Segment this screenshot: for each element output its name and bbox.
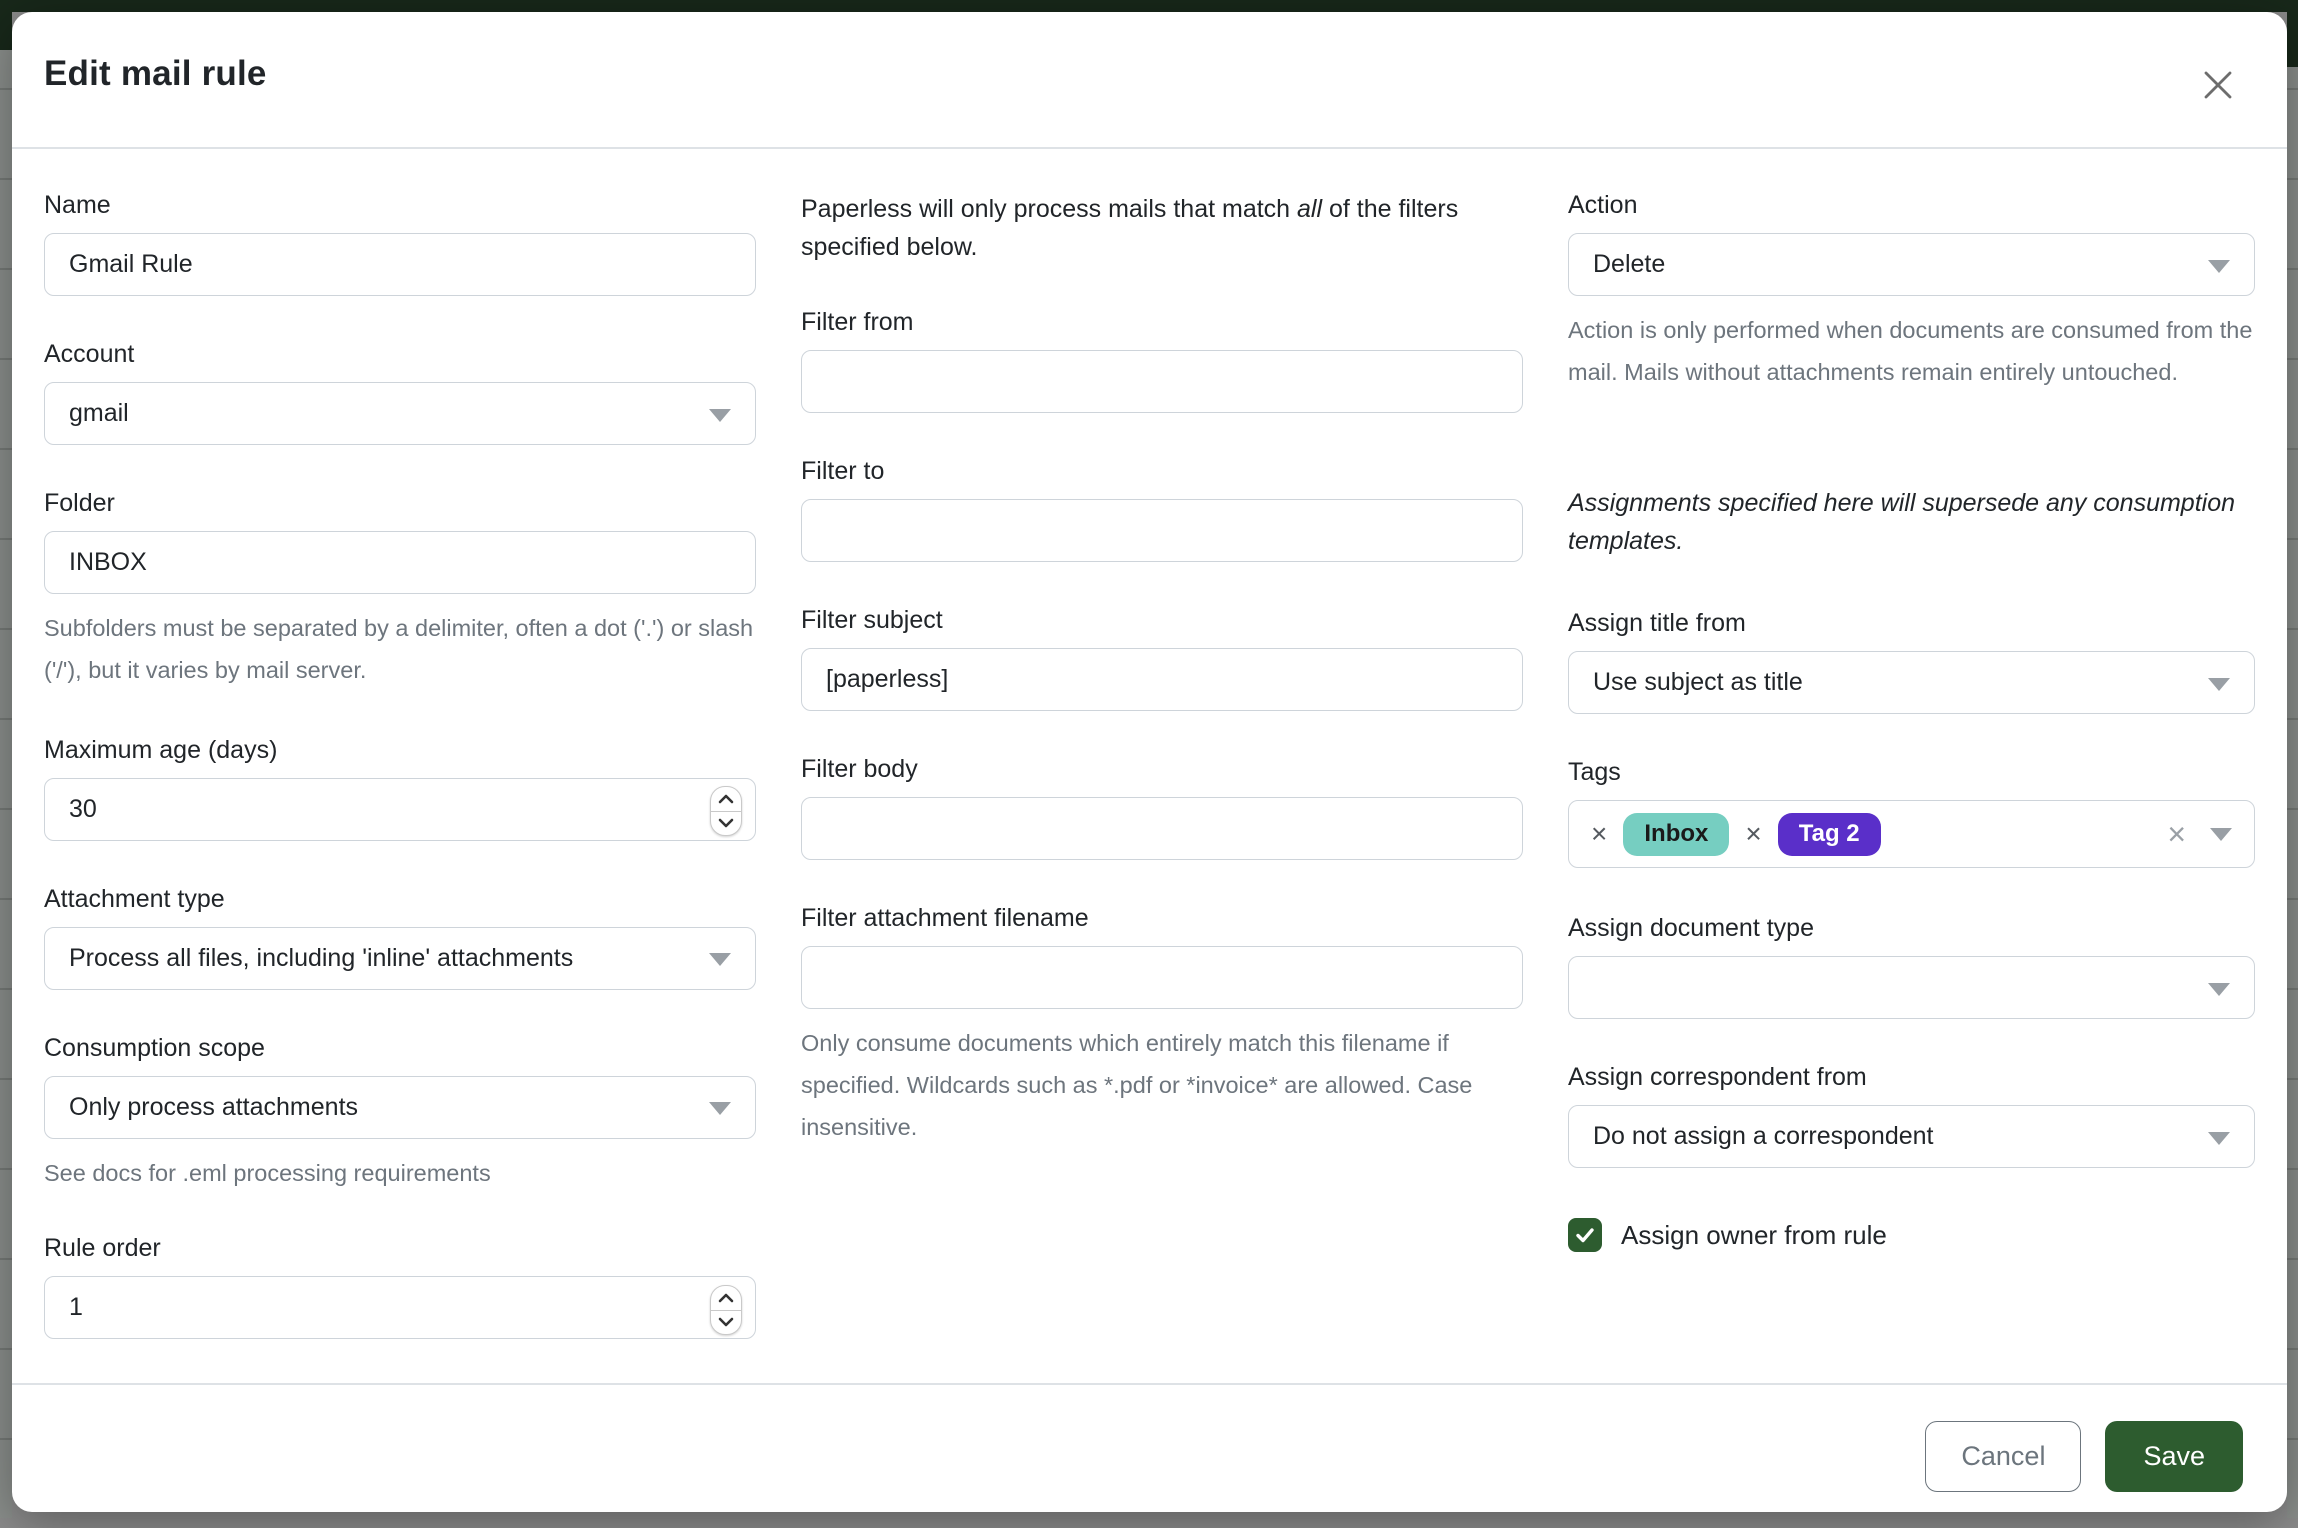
filter-to-field-group — [801, 457, 1523, 562]
max-age-stepper[interactable] — [710, 786, 742, 836]
chevron-down-icon — [709, 953, 731, 966]
folder-input[interactable] — [44, 531, 756, 594]
attachment-type-select[interactable] — [44, 927, 756, 990]
assign-title-field-group — [1568, 609, 2255, 714]
rule-order-field-group — [44, 1234, 756, 1339]
remove-tag-icon[interactable]: × — [1591, 818, 1608, 850]
chevron-down-icon — [709, 1102, 731, 1115]
folder-field-group — [44, 489, 756, 692]
close-button[interactable] — [2193, 60, 2243, 113]
max-age-label: Maximum age (days) — [44, 735, 278, 764]
consumption-scope-select[interactable] — [44, 1076, 756, 1139]
consumption-scope-hint: See docs for .eml processing requirements — [44, 1159, 491, 1186]
cancel-button[interactable]: Cancel — [1925, 1421, 2081, 1492]
filters-intro-text: Paperless will only process mails that match all of the filters specified below. — [801, 195, 1459, 261]
stepper-divider — [711, 811, 741, 812]
filter-body-input[interactable] — [801, 797, 1523, 860]
filter-body-label: Filter body — [801, 755, 918, 783]
dialog-footer — [12, 1383, 2287, 1528]
action-select[interactable] — [1568, 233, 2255, 296]
chevron-down-icon — [2208, 1132, 2230, 1145]
assign-title-select[interactable] — [1568, 651, 2255, 714]
account-selected-value: gmail — [69, 399, 129, 427]
name-label: Name — [44, 191, 111, 219]
attachment-type-field-group — [44, 885, 756, 990]
assign-title-label: Assign title from — [1568, 609, 1746, 638]
assign-owner-row — [1568, 1218, 2255, 1252]
rule-order-stepper[interactable] — [710, 1285, 742, 1335]
consumption-scope-selected-value: Only process attachments — [69, 1092, 359, 1121]
account-select[interactable] — [44, 382, 756, 445]
chevron-down-icon — [709, 409, 731, 422]
filter-body-field-group — [801, 755, 1523, 860]
assign-correspondent-label: Assign correspondent from — [1568, 1063, 1867, 1092]
stepper-down-icon — [717, 1316, 735, 1328]
remove-tag-icon[interactable]: × — [1745, 818, 1762, 850]
max-age-field-group — [44, 736, 756, 841]
chevron-down-icon — [2208, 678, 2230, 691]
assignments-note: Assignments specified here will supersede any consumption templates. — [1568, 488, 2236, 556]
folder-label: Folder — [44, 489, 115, 517]
filter-subject-label: Filter subject — [801, 606, 943, 634]
assign-doctype-field-group — [1568, 914, 2255, 1019]
chevron-down-icon — [2208, 260, 2230, 273]
filter-subject-input[interactable] — [801, 648, 1523, 711]
action-selected-value: Delete — [1593, 250, 1666, 278]
assign-title-selected-value: Use subject as title — [1593, 668, 1803, 697]
filter-to-input[interactable] — [801, 499, 1523, 562]
filter-from-input[interactable] — [801, 350, 1523, 413]
filter-attachment-input[interactable] — [801, 946, 1523, 1009]
stepper-divider — [711, 1310, 741, 1311]
stepper-up-icon — [717, 1292, 735, 1304]
folder-hint: Subfolders must be separated by a delimiter, often a dot ('.') or slash ('/'), but it varies by mail server. — [44, 615, 754, 683]
account-label: Account — [44, 340, 135, 368]
dialog-header — [12, 12, 2287, 149]
filter-attachment-field-group — [801, 904, 1523, 1148]
max-age-input[interactable] — [44, 778, 756, 841]
app-navbar-strip — [0, 0, 2298, 12]
assign-owner-label: Assign owner from rule — [1621, 1219, 1887, 1250]
filter-attachment-label: Filter attachment filename — [801, 904, 1089, 932]
action-label: Action — [1568, 191, 1638, 219]
tags-label: Tags — [1568, 758, 1621, 787]
assign-correspondent-select[interactable] — [1568, 1105, 2255, 1168]
action-field-group — [1568, 191, 2255, 394]
column-actions — [1568, 191, 2255, 1383]
filter-from-field-group — [801, 308, 1523, 413]
page-left-strip — [0, 0, 12, 1518]
name-field-group — [44, 191, 756, 296]
close-icon — [2199, 92, 2237, 107]
tags-multiselect[interactable] — [1568, 800, 2255, 868]
dialog-title: Edit mail rule — [44, 54, 267, 93]
assign-correspondent-selected-value: Do not assign a correspondent — [1593, 1122, 1934, 1151]
chevron-down-icon — [2208, 983, 2230, 996]
column-general — [44, 191, 756, 1383]
tags-field-group — [1568, 758, 2255, 868]
stepper-down-icon — [717, 817, 735, 829]
chevron-down-icon[interactable] — [2210, 828, 2232, 841]
rule-order-input[interactable] — [44, 1276, 756, 1339]
action-hint: Action is only performed when documents are consumed from the mail. Mails without attachments remain entirely untouched. — [1568, 317, 2253, 385]
account-field-group — [44, 340, 756, 445]
dialog-body — [12, 149, 2287, 1383]
assign-correspondent-field-group — [1568, 1063, 2255, 1168]
intro-emphasis: all — [1297, 195, 1323, 223]
name-input[interactable] — [44, 233, 756, 296]
consumption-scope-label: Consumption scope — [44, 1033, 265, 1062]
assign-doctype-select[interactable] — [1568, 956, 2255, 1019]
assign-owner-checkbox[interactable] — [1568, 1218, 1602, 1252]
filter-subject-field-group — [801, 606, 1523, 711]
checkmark-icon — [1574, 1224, 1596, 1246]
edit-mail-rule-dialog — [12, 12, 2287, 1512]
attachment-type-label: Attachment type — [44, 884, 225, 913]
page-right-strip — [2287, 0, 2298, 1518]
filter-from-label: Filter from — [801, 308, 914, 336]
filter-to-label: Filter to — [801, 457, 885, 485]
attachment-type-selected-value: Process all files, including 'inline' attachments — [69, 943, 574, 972]
assign-doctype-label: Assign document type — [1568, 914, 1814, 943]
stepper-up-icon — [717, 793, 735, 805]
rule-order-label: Rule order — [44, 1234, 161, 1263]
tag-chip-inbox: Inbox — [1623, 813, 1729, 856]
clear-tags-icon[interactable]: × — [2167, 816, 2186, 853]
tag-chip-tag2: Tag 2 — [1778, 813, 1881, 856]
filter-attachment-hint: Only consume documents which entirely match this filename if specified. Wildcards such as *.pdf or *invoice* are allowed. Case insensitive. — [801, 1030, 1473, 1140]
consumption-scope-field-group — [44, 1034, 756, 1195]
save-button[interactable]: Save — [2105, 1421, 2243, 1492]
column-filters — [801, 191, 1523, 1383]
